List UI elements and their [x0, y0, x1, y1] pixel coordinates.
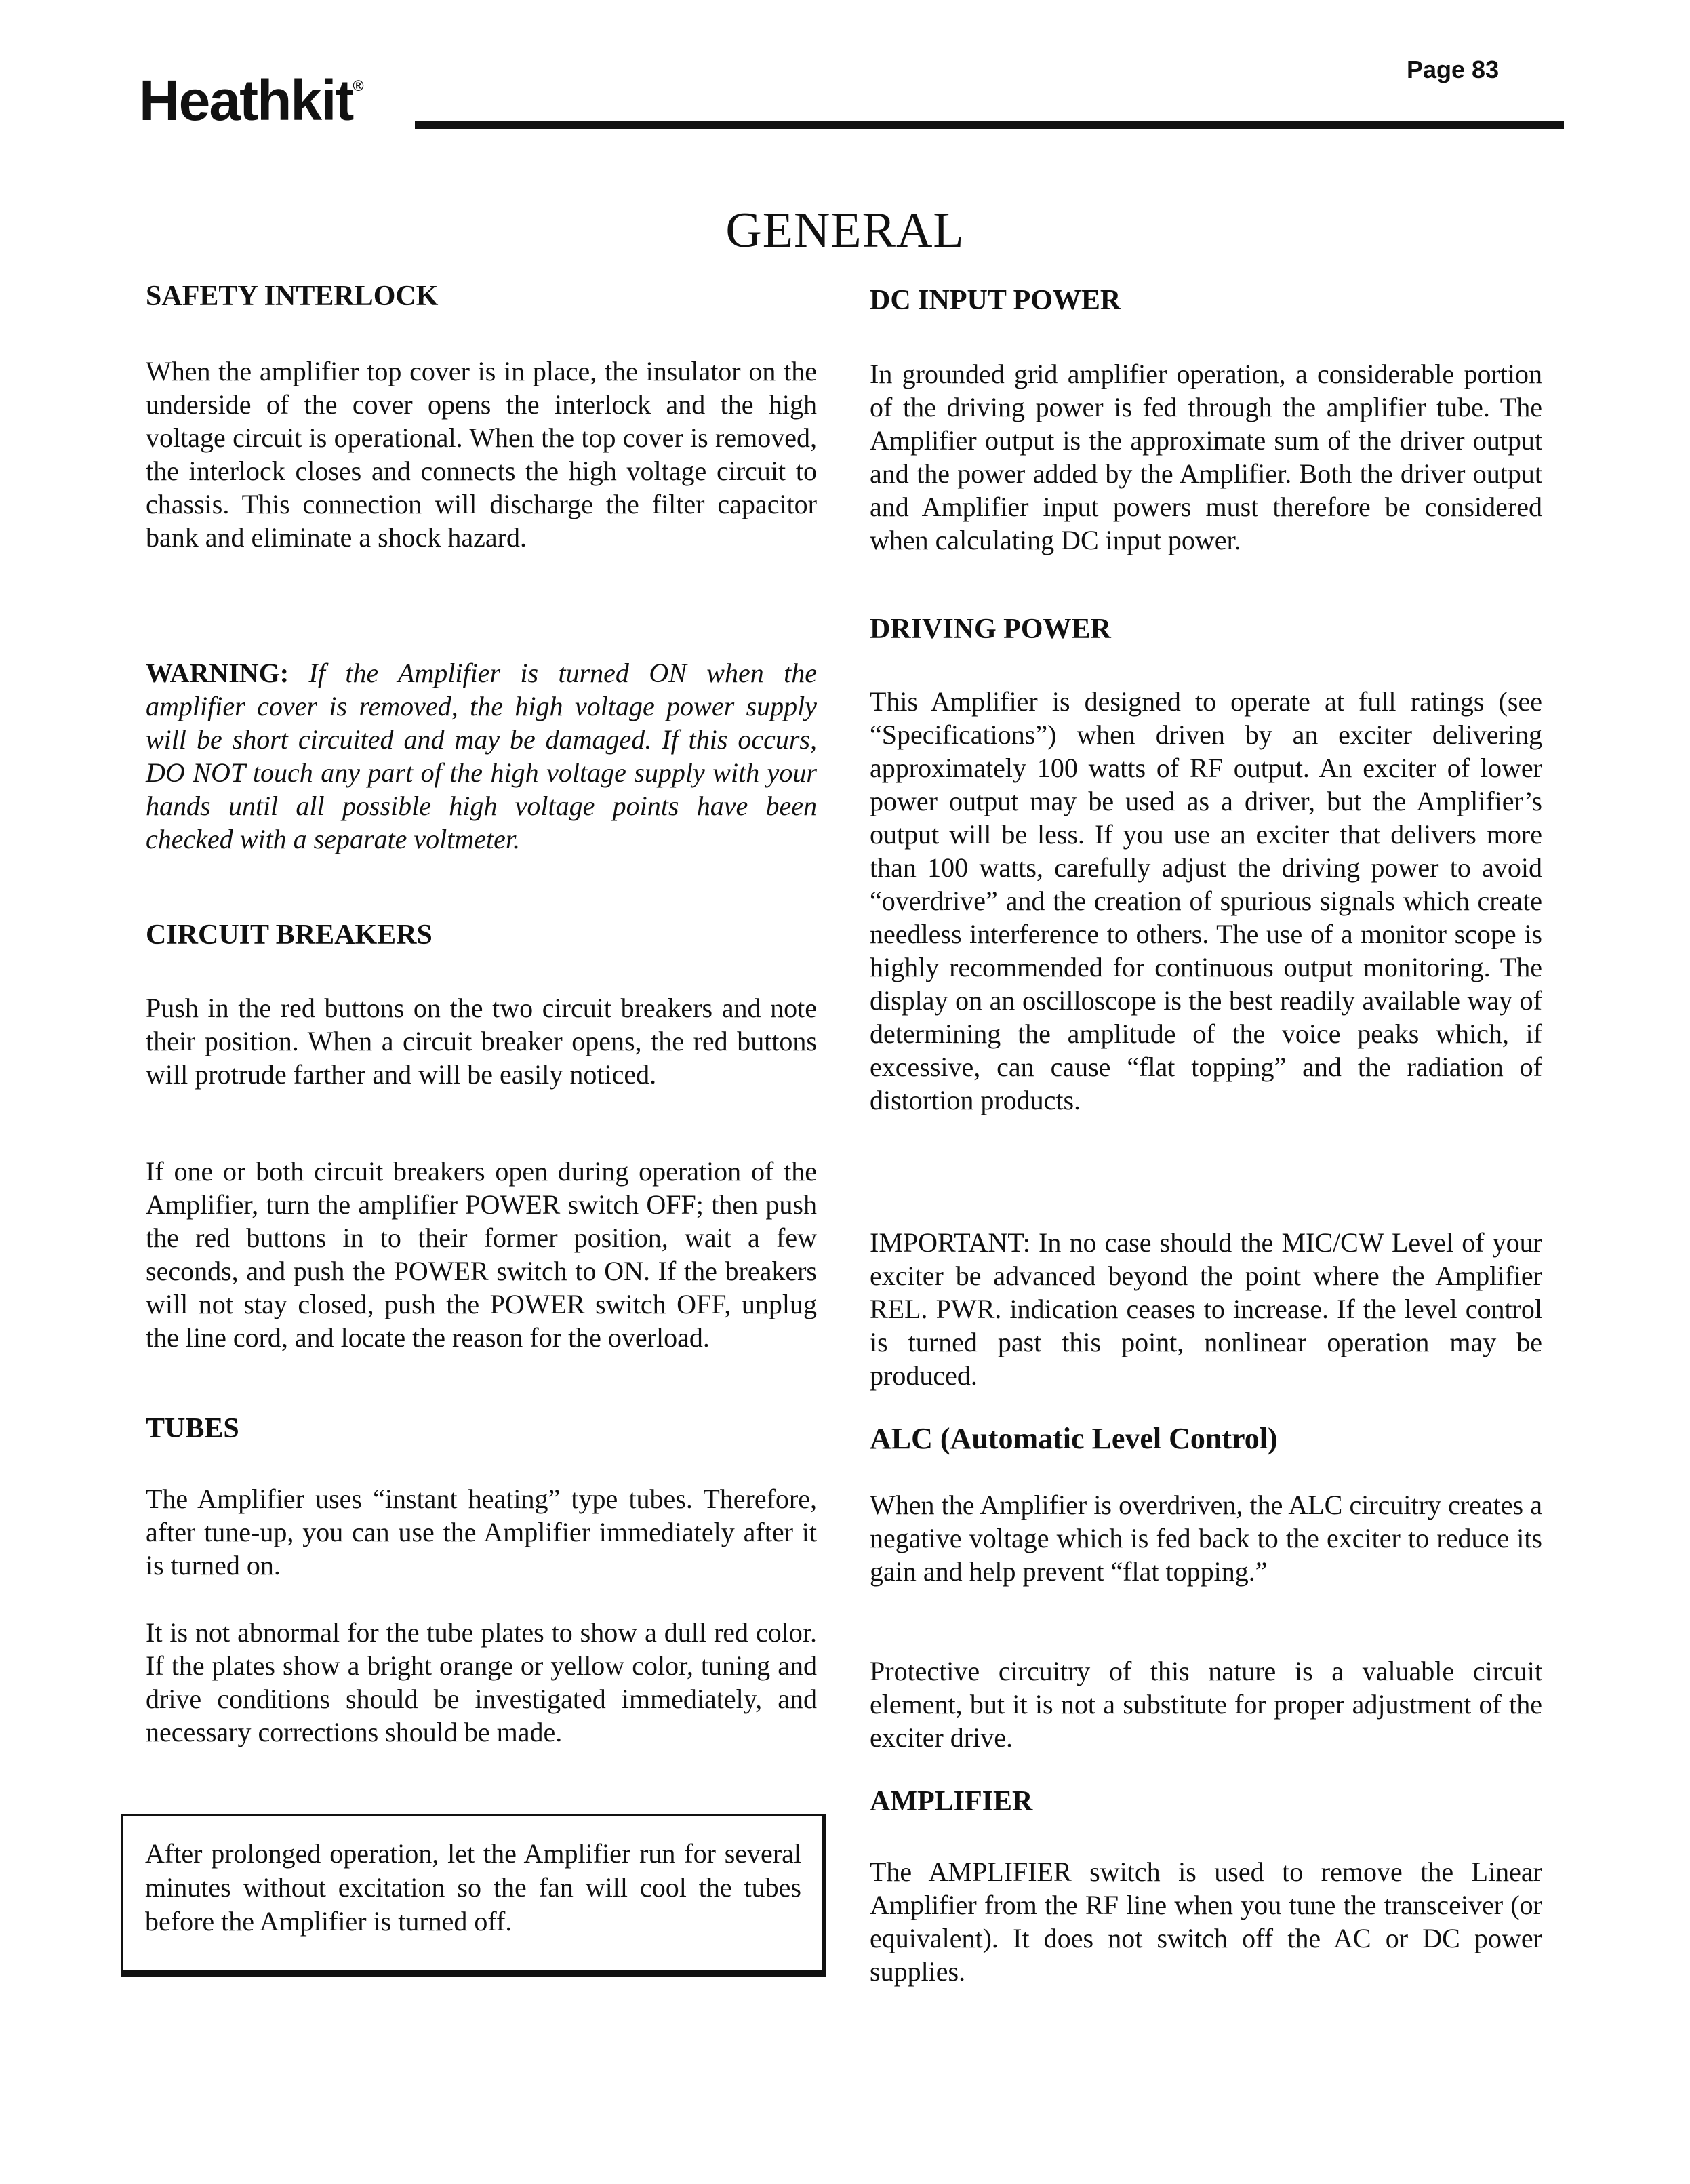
circuit-breakers-para-1 [146, 991, 817, 1091]
tubes-para-1 [146, 1482, 817, 1582]
paragraph: Push in the red buttons on the two circuit breakers and note their position. When a circuit breaker opens, the red buttons will protrude farther and will be easily noticed. [146, 993, 817, 1090]
safety-interlock-text: When the amplifier top cover is in place, the insulator on the underside of the cover opens the interlock and the high voltage circuit is operational. When the top cover is removed, the interlock closes and connects the high voltage circuit to chassis. This connection will discharge the filter capacitor bank and eliminate a shock hazard. [146, 356, 817, 553]
paragraph: This Amplifier is designed to operate at full ratings (see “Specifications”) when driven by an exciter delivering approximately 100 watts of RF output. An exciter of lower power output may be used as a driver, but the Amplifier’s output will be less. If you use an exciter that delivers more than 100 watts, carefully adjust the driving power to avoid “overdrive” and the creation of spurious signals which create needless interference to others. The use of a monitor scope is highly recommended for continuous output monitoring. The display on an oscilloscope is the best readily available way of determining the amplitude of the voice peaks which, if excessive, can cause “flat topping” and the radiation of distortion products. [870, 686, 1542, 1115]
paragraph: Protective circuitry of this nature is a valuable circuit element, but it is not a substitute for proper adjustment of the exciter drive. [870, 1656, 1542, 1753]
driving-power-heading [870, 612, 1542, 646]
tubes-heading [146, 1412, 817, 1446]
paragraph: It is not abnormal for the tube plates to show a dull red color. If the plates show a bright orange or yellow color, tuning and drive conditions should be investigated immediately, and necessary corrections should be made. [146, 1617, 817, 1747]
paragraph: When the Amplifier is overdriven, the ALC circuitry creates a negative voltage which is fed back to the exciter to reduce its gain and help prevent “flat topping.” [870, 1490, 1542, 1587]
tubes-para-2 [146, 1616, 817, 1749]
driving-power-section [870, 685, 1542, 1117]
warning-label: WARNING: [146, 658, 289, 688]
important-note [870, 1226, 1542, 1392]
alc-para-1 [870, 1488, 1542, 1588]
brand-logo [139, 68, 363, 134]
warning-text: If the Amplifier is turned ON when the amplifier cover is removed, the high voltage power supply will be short circuited and may be damaged. If this occurs, DO NOT touch any part of the high voltage supply with your hands until all possible high voltage points have been checked with a separate voltmeter. [146, 658, 817, 854]
section-heading: CIRCUIT BREAKERS [146, 919, 432, 951]
page-number: Page 83 [1407, 56, 1500, 83]
paragraph: The AMPLIFIER switch is used to remove the Linear Amplifier from the RF line when you tune the transceiver (or equivalent). It does not switch off the AC or DC power supplies. [870, 1857, 1542, 1987]
page-title: GENERAL [725, 203, 965, 258]
paragraph: IMPORTANT: In no case should the MIC/CW Level of your exciter be advanced beyond the point where the Amplifier REL. PWR. indication ceases to increase. If the level control is turned past this point, nonlinear operation may be produced. [870, 1227, 1542, 1391]
circuit-breakers-heading [146, 918, 817, 952]
header-rule [415, 121, 1564, 129]
safety-interlock-section [146, 355, 817, 554]
section-heading: SAFETY INTERLOCK [146, 281, 439, 312]
alc-heading [870, 1421, 1542, 1457]
circuit-breakers-para-2 [146, 1155, 817, 1354]
notice-text: After prolonged operation, let the Amplifier run for several minutes without excitation so the fan will cool the tubes before the Amplifier is turned off. [145, 1838, 801, 1937]
section-heading: AMPLIFIER [870, 1786, 1033, 1817]
registered-mark: ® [353, 77, 363, 94]
warning-section [146, 656, 817, 856]
safety-interlock-heading [146, 279, 817, 313]
section-heading: ALC (Automatic Level Control) [870, 1422, 1278, 1455]
notice-box [121, 1814, 826, 1977]
paragraph: If one or both circuit breakers open during operation of the Amplifier, turn the amplifier POWER switch OFF; then push the red buttons in to their former position, wait a few seconds, and push the POWER switch to ON. If the breakers will not stay closed, push the POWER switch OFF, unplug the line cord, and locate the reason for the overload. [146, 1156, 817, 1353]
amplifier-section [870, 1855, 1542, 1988]
dc-input-power-heading [870, 283, 1542, 317]
amplifier-heading [870, 1785, 1542, 1819]
paragraph: The Amplifier uses “instant heating” type tubes. Therefore, after tune-up, you can use the Amplifier immediately after it is turned on. [146, 1484, 817, 1581]
paragraph: In grounded grid amplifier operation, a considerable portion of the driving power is fed through the amplifier tube. The Amplifier output is the approximate sum of the driver output and the power added by the Amplifier. Both the driver output and Amplifier input powers must therefore be considered when calculating DC input power. [870, 359, 1542, 555]
section-heading: DRIVING POWER [870, 614, 1111, 645]
alc-para-2 [870, 1654, 1542, 1754]
brand-name: Heathkit [139, 68, 353, 132]
section-heading: DC INPUT POWER [870, 285, 1121, 316]
dc-input-power-section [870, 357, 1542, 557]
section-heading: TUBES [146, 1413, 239, 1444]
